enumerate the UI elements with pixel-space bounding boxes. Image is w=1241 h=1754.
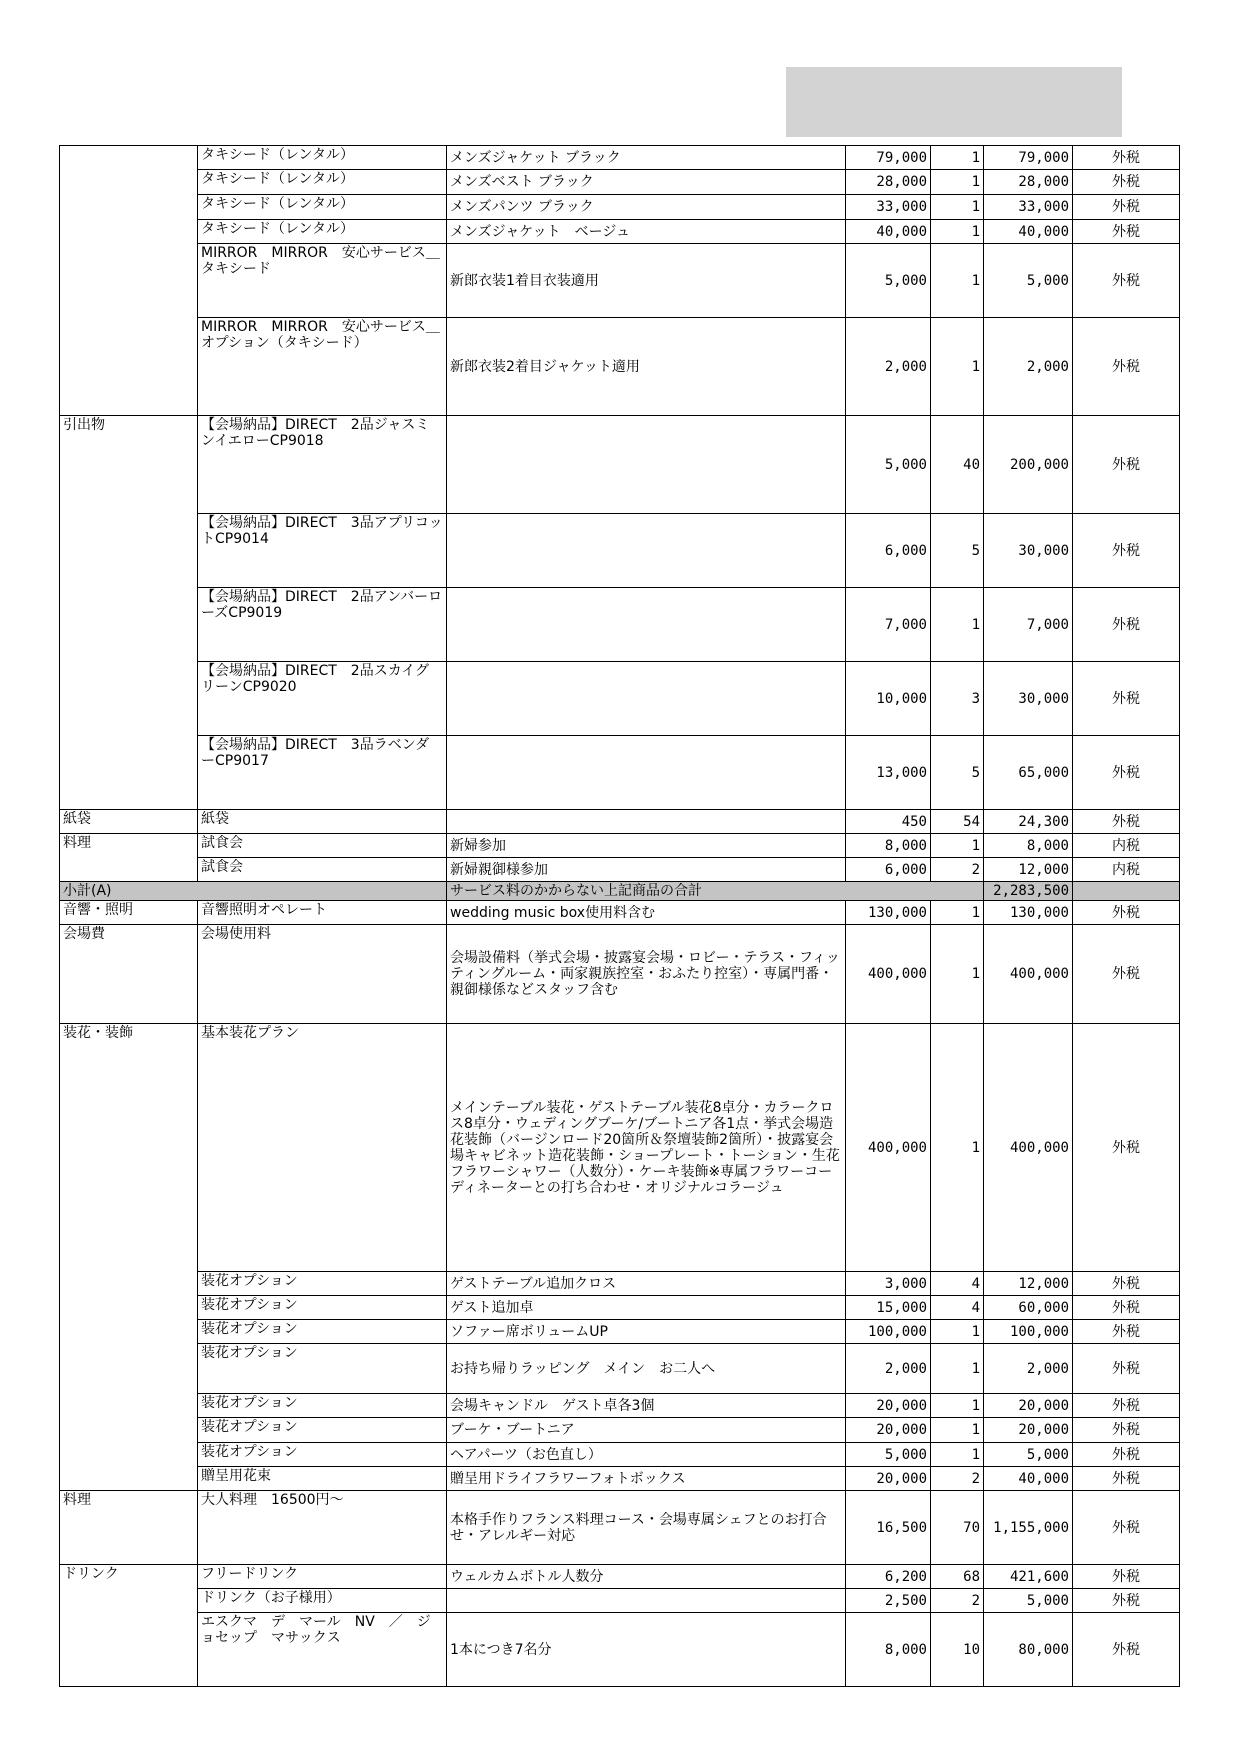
table-row (60, 195, 1180, 220)
table-row (60, 662, 1180, 736)
category-cell (60, 170, 198, 195)
description-cell: メンズジャケット ブラック (447, 146, 846, 170)
table-row (60, 736, 1180, 810)
table-row (60, 925, 1180, 1024)
category-cell (60, 1394, 198, 1418)
category-cell (60, 195, 198, 220)
amount-cell: 60,000 (984, 1296, 1073, 1320)
quantity-cell: 4 (931, 1272, 984, 1296)
description-cell: 会場設備料（挙式会場・披露宴会場・ロビー・テラス・フィッティングルーム・両家親族控室・おふたり控室）・専属門番・親御様係などスタッフ含む (447, 925, 846, 1024)
amount-cell: 100,000 (984, 1320, 1073, 1344)
unit-price-cell: 7,000 (846, 588, 931, 662)
quantity-cell: 1 (931, 1320, 984, 1344)
description-cell (447, 588, 846, 662)
unit-price-cell: 28,000 (846, 170, 931, 195)
amount-cell: 2,000 (984, 1344, 1073, 1394)
tax-type-cell: 外税 (1073, 146, 1180, 170)
category-cell (60, 1296, 198, 1320)
tax-type-cell: 外税 (1073, 1320, 1180, 1344)
unit-price-cell: 100,000 (846, 1320, 931, 1344)
description-cell (447, 736, 846, 810)
quantity-cell: 40 (931, 416, 984, 514)
description-cell: wedding music box使用料含む (447, 901, 846, 925)
subtotal-amount: 2,283,500 (984, 882, 1073, 901)
table-row (60, 220, 1180, 244)
table-row (60, 901, 1180, 925)
tax-type-cell: 外税 (1073, 244, 1180, 318)
amount-cell: 421,600 (984, 1565, 1073, 1589)
amount-cell: 28,000 (984, 170, 1073, 195)
tax-type-cell: 外税 (1073, 1394, 1180, 1418)
amount-cell: 200,000 (984, 416, 1073, 514)
description-cell (447, 1589, 846, 1613)
tax-type-cell: 外税 (1073, 662, 1180, 736)
unit-price-cell: 130,000 (846, 901, 931, 925)
tax-type-cell: 内税 (1073, 858, 1180, 882)
table-row (60, 146, 1180, 170)
category-cell (60, 514, 198, 588)
table-row (60, 1394, 1180, 1418)
subtotal-label: 小計(A) (60, 882, 198, 901)
header-gray-box (786, 67, 1122, 137)
amount-cell: 20,000 (984, 1418, 1073, 1443)
description-cell: 新郎衣装1着目衣装適用 (447, 244, 846, 318)
item-cell: 装花オプション (198, 1320, 447, 1344)
table-row (60, 1024, 1180, 1272)
table-row (60, 810, 1180, 834)
tax-type-cell: 外税 (1073, 810, 1180, 834)
amount-cell: 1,155,000 (984, 1491, 1073, 1565)
unit-price-cell: 20,000 (846, 1467, 931, 1491)
amount-cell: 8,000 (984, 834, 1073, 858)
unit-price-cell: 3,000 (846, 1272, 931, 1296)
table-row (60, 1296, 1180, 1320)
tax-type-cell: 外税 (1073, 195, 1180, 220)
quantity-cell: 1 (931, 1394, 984, 1418)
category-cell (60, 1344, 198, 1394)
tax-type-cell: 外税 (1073, 416, 1180, 514)
description-cell: メインテーブル装花・ゲストテーブル装花8卓分・カラークロス8卓分・ウェディングブーケ/ブートニア各1点・挙式会場造花装飾（バージンロード20箇所＆祭壇装飾2箇所）・披露宴会場キャビネット造花装飾・ショープレート・トーション・生花フラワーシャワー（人数分）・ケーキ装飾※専属フラワーコーディネーターとの打ち合わせ・オリジナルコラージュ (447, 1024, 846, 1272)
tax-type-cell: 外税 (1073, 1491, 1180, 1565)
quantity-cell: 1 (931, 901, 984, 925)
unit-price-cell: 79,000 (846, 146, 931, 170)
item-cell: 【会場納品】DIRECT 3品アプリコットCP9014 (198, 514, 447, 588)
description-cell: 新婦親御様参加 (447, 858, 846, 882)
unit-price-cell: 6,200 (846, 1565, 931, 1589)
quantity-cell: 5 (931, 514, 984, 588)
category-cell: 音響・照明 (60, 901, 198, 925)
amount-cell: 79,000 (984, 146, 1073, 170)
unit-price-cell: 2,000 (846, 1344, 931, 1394)
description-cell: ゲストテーブル追加クロス (447, 1272, 846, 1296)
amount-cell: 400,000 (984, 1024, 1073, 1272)
table-row (60, 514, 1180, 588)
item-cell: フリードリンク (198, 1565, 447, 1589)
quantity-cell: 68 (931, 1565, 984, 1589)
amount-cell: 20,000 (984, 1394, 1073, 1418)
description-cell: 新郎衣装2着目ジャケット適用 (447, 318, 846, 416)
unit-price-cell: 450 (846, 810, 931, 834)
unit-price-cell: 8,000 (846, 834, 931, 858)
category-cell (60, 220, 198, 244)
description-cell (447, 514, 846, 588)
tax-type-cell: 外税 (1073, 588, 1180, 662)
category-cell: ドリンク (60, 1565, 198, 1589)
unit-price-cell: 5,000 (846, 1443, 931, 1467)
item-cell: MIRROR MIRROR 安心サービス＿オプション（タキシード） (198, 318, 447, 416)
quantity-cell: 10 (931, 1613, 984, 1687)
unit-price-cell: 400,000 (846, 925, 931, 1024)
description-cell: 1本につき7名分 (447, 1613, 846, 1687)
table-row (60, 1320, 1180, 1344)
category-cell (60, 858, 198, 882)
table-row (60, 1418, 1180, 1443)
item-cell: 基本装花プラン (198, 1024, 447, 1272)
quantity-cell: 2 (931, 858, 984, 882)
table-row (60, 1443, 1180, 1467)
amount-cell: 2,000 (984, 318, 1073, 416)
amount-cell: 33,000 (984, 195, 1073, 220)
unit-price-cell: 5,000 (846, 416, 931, 514)
item-cell: 試食会 (198, 834, 447, 858)
tax-type-cell: 外税 (1073, 514, 1180, 588)
quantity-cell: 1 (931, 834, 984, 858)
amount-cell: 80,000 (984, 1613, 1073, 1687)
item-cell: 装花オプション (198, 1272, 447, 1296)
quantity-cell: 1 (931, 318, 984, 416)
quantity-cell: 1 (931, 220, 984, 244)
amount-cell: 5,000 (984, 244, 1073, 318)
description-cell: メンズジャケット ベージュ (447, 220, 846, 244)
quantity-cell: 1 (931, 1443, 984, 1467)
category-cell: 紙袋 (60, 810, 198, 834)
unit-price-cell: 20,000 (846, 1394, 931, 1418)
category-cell (60, 1272, 198, 1296)
quantity-cell: 1 (931, 146, 984, 170)
category-cell (60, 244, 198, 318)
table-row (60, 1344, 1180, 1394)
quantity-cell: 1 (931, 244, 984, 318)
amount-cell: 7,000 (984, 588, 1073, 662)
quantity-cell: 2 (931, 1589, 984, 1613)
description-cell: ヘアパーツ（お色直し） (447, 1443, 846, 1467)
item-cell: 装花オプション (198, 1394, 447, 1418)
quantity-cell: 1 (931, 925, 984, 1024)
description-cell (447, 662, 846, 736)
item-cell: タキシード（レンタル） (198, 195, 447, 220)
table-row (60, 1467, 1180, 1491)
item-cell: 贈呈用花束 (198, 1467, 447, 1491)
quantity-cell: 1 (931, 588, 984, 662)
description-cell: ソファー席ボリュームUP (447, 1320, 846, 1344)
quantity-cell: 1 (931, 170, 984, 195)
item-cell: タキシード（レンタル） (198, 146, 447, 170)
description-cell: ゲスト追加卓 (447, 1296, 846, 1320)
description-cell (447, 416, 846, 514)
tax-type-cell: 外税 (1073, 736, 1180, 810)
quantity-cell: 54 (931, 810, 984, 834)
tax-type-cell: 外税 (1073, 1443, 1180, 1467)
table-row (60, 1272, 1180, 1296)
unit-price-cell: 40,000 (846, 220, 931, 244)
amount-cell: 12,000 (984, 858, 1073, 882)
table-row (60, 318, 1180, 416)
unit-price-cell: 400,000 (846, 1024, 931, 1272)
table-row (60, 834, 1180, 858)
category-cell: 装花・装飾 (60, 1024, 198, 1272)
unit-price-cell: 13,000 (846, 736, 931, 810)
category-cell (60, 318, 198, 416)
quantity-cell: 1 (931, 1024, 984, 1272)
category-cell: 料理 (60, 834, 198, 858)
item-cell: 【会場納品】DIRECT 3品ラベンダーCP9017 (198, 736, 447, 810)
tax-type-cell: 外税 (1073, 1565, 1180, 1589)
category-cell (60, 1320, 198, 1344)
description-cell: お持ち帰りラッピング メイン お二人へ (447, 1344, 846, 1394)
category-cell (60, 1418, 198, 1443)
description-cell: 贈呈用ドライフラワーフォトボックス (447, 1467, 846, 1491)
category-cell (60, 146, 198, 170)
unit-price-cell: 6,000 (846, 858, 931, 882)
description-cell: ウェルカムボトル人数分 (447, 1565, 846, 1589)
tax-type-cell: 外税 (1073, 1613, 1180, 1687)
unit-price-cell: 15,000 (846, 1296, 931, 1320)
unit-price-cell: 2,000 (846, 318, 931, 416)
description-cell (447, 810, 846, 834)
quantity-cell: 4 (931, 1296, 984, 1320)
quantity-cell: 1 (931, 195, 984, 220)
amount-cell: 30,000 (984, 514, 1073, 588)
tax-type-cell: 外税 (1073, 1467, 1180, 1491)
item-cell: 紙袋 (198, 810, 447, 834)
amount-cell: 130,000 (984, 901, 1073, 925)
item-cell: ドリンク（お子様用） (198, 1589, 447, 1613)
item-cell: 【会場納品】DIRECT 2品スカイグリーンCP9020 (198, 662, 447, 736)
item-cell: 大人料理 16500円〜 (198, 1491, 447, 1565)
category-cell: 料理 (60, 1491, 198, 1565)
amount-cell: 40,000 (984, 1467, 1073, 1491)
item-cell: 試食会 (198, 858, 447, 882)
item-cell: 音響照明オペレート (198, 901, 447, 925)
unit-price-cell: 20,000 (846, 1418, 931, 1443)
table-row (60, 1491, 1180, 1565)
unit-price-cell: 5,000 (846, 244, 931, 318)
table-row (60, 170, 1180, 195)
item-cell: タキシード（レンタル） (198, 220, 447, 244)
tax-type-cell: 外税 (1073, 170, 1180, 195)
quantity-cell: 3 (931, 662, 984, 736)
quantity-cell: 2 (931, 1467, 984, 1491)
category-cell (60, 1589, 198, 1613)
amount-cell: 40,000 (984, 220, 1073, 244)
category-cell: 引出物 (60, 416, 198, 514)
subtotal-description: サービス料のかからない上記商品の合計 (447, 882, 846, 901)
category-cell (60, 1467, 198, 1491)
amount-cell: 400,000 (984, 925, 1073, 1024)
description-cell: メンズパンツ ブラック (447, 195, 846, 220)
amount-cell: 24,300 (984, 810, 1073, 834)
category-cell (60, 1443, 198, 1467)
category-cell: 会場費 (60, 925, 198, 1024)
table-row (60, 244, 1180, 318)
unit-price-cell: 2,500 (846, 1589, 931, 1613)
estimate-table (59, 145, 1180, 1687)
amount-cell: 5,000 (984, 1443, 1073, 1467)
item-cell: 装花オプション (198, 1418, 447, 1443)
category-cell (60, 1613, 198, 1687)
table-row (60, 1589, 1180, 1613)
table-row (60, 1613, 1180, 1687)
subtotal-row (60, 882, 1180, 901)
item-cell: 会場使用料 (198, 925, 447, 1024)
item-cell: 装花オプション (198, 1296, 447, 1320)
table-row (60, 858, 1180, 882)
category-cell (60, 588, 198, 662)
unit-price-cell: 10,000 (846, 662, 931, 736)
description-cell: メンズベスト ブラック (447, 170, 846, 195)
item-cell: 装花オプション (198, 1443, 447, 1467)
table-row (60, 588, 1180, 662)
description-cell: ブーケ・ブートニア (447, 1418, 846, 1443)
quantity-cell: 1 (931, 1344, 984, 1394)
tax-type-cell: 外税 (1073, 925, 1180, 1024)
tax-type-cell: 外税 (1073, 901, 1180, 925)
tax-type-cell: 外税 (1073, 1296, 1180, 1320)
item-cell: エスクマ デ マール NV ／ ジョセップ マサックス (198, 1613, 447, 1687)
category-cell (60, 736, 198, 810)
table-row (60, 416, 1180, 514)
tax-type-cell: 外税 (1073, 318, 1180, 416)
unit-price-cell: 6,000 (846, 514, 931, 588)
item-cell: 【会場納品】DIRECT 2品ジャスミンイエローCP9018 (198, 416, 447, 514)
description-cell: 新婦参加 (447, 834, 846, 858)
unit-price-cell: 33,000 (846, 195, 931, 220)
amount-cell: 30,000 (984, 662, 1073, 736)
quantity-cell: 5 (931, 736, 984, 810)
amount-cell: 12,000 (984, 1272, 1073, 1296)
tax-type-cell: 外税 (1073, 1344, 1180, 1394)
description-cell: 会場キャンドル ゲスト卓各3個 (447, 1394, 846, 1418)
tax-type-cell: 外税 (1073, 220, 1180, 244)
tax-type-cell: 外税 (1073, 1418, 1180, 1443)
tax-type-cell: 外税 (1073, 1272, 1180, 1296)
item-cell: タキシード（レンタル） (198, 170, 447, 195)
item-cell: 【会場納品】DIRECT 2品アンバーローズCP9019 (198, 588, 447, 662)
tax-type-cell: 外税 (1073, 1589, 1180, 1613)
tax-type-cell: 外税 (1073, 1024, 1180, 1272)
description-cell: 本格手作りフランス料理コース・会場専属シェフとのお打合せ・アレルギー対応 (447, 1491, 846, 1565)
quantity-cell: 1 (931, 1418, 984, 1443)
amount-cell: 5,000 (984, 1589, 1073, 1613)
amount-cell: 65,000 (984, 736, 1073, 810)
item-cell: 装花オプション (198, 1344, 447, 1394)
category-cell (60, 662, 198, 736)
item-cell: MIRROR MIRROR 安心サービス＿タキシード (198, 244, 447, 318)
tax-type-cell: 内税 (1073, 834, 1180, 858)
quantity-cell: 70 (931, 1491, 984, 1565)
unit-price-cell: 16,500 (846, 1491, 931, 1565)
table-row (60, 1565, 1180, 1589)
unit-price-cell: 8,000 (846, 1613, 931, 1687)
